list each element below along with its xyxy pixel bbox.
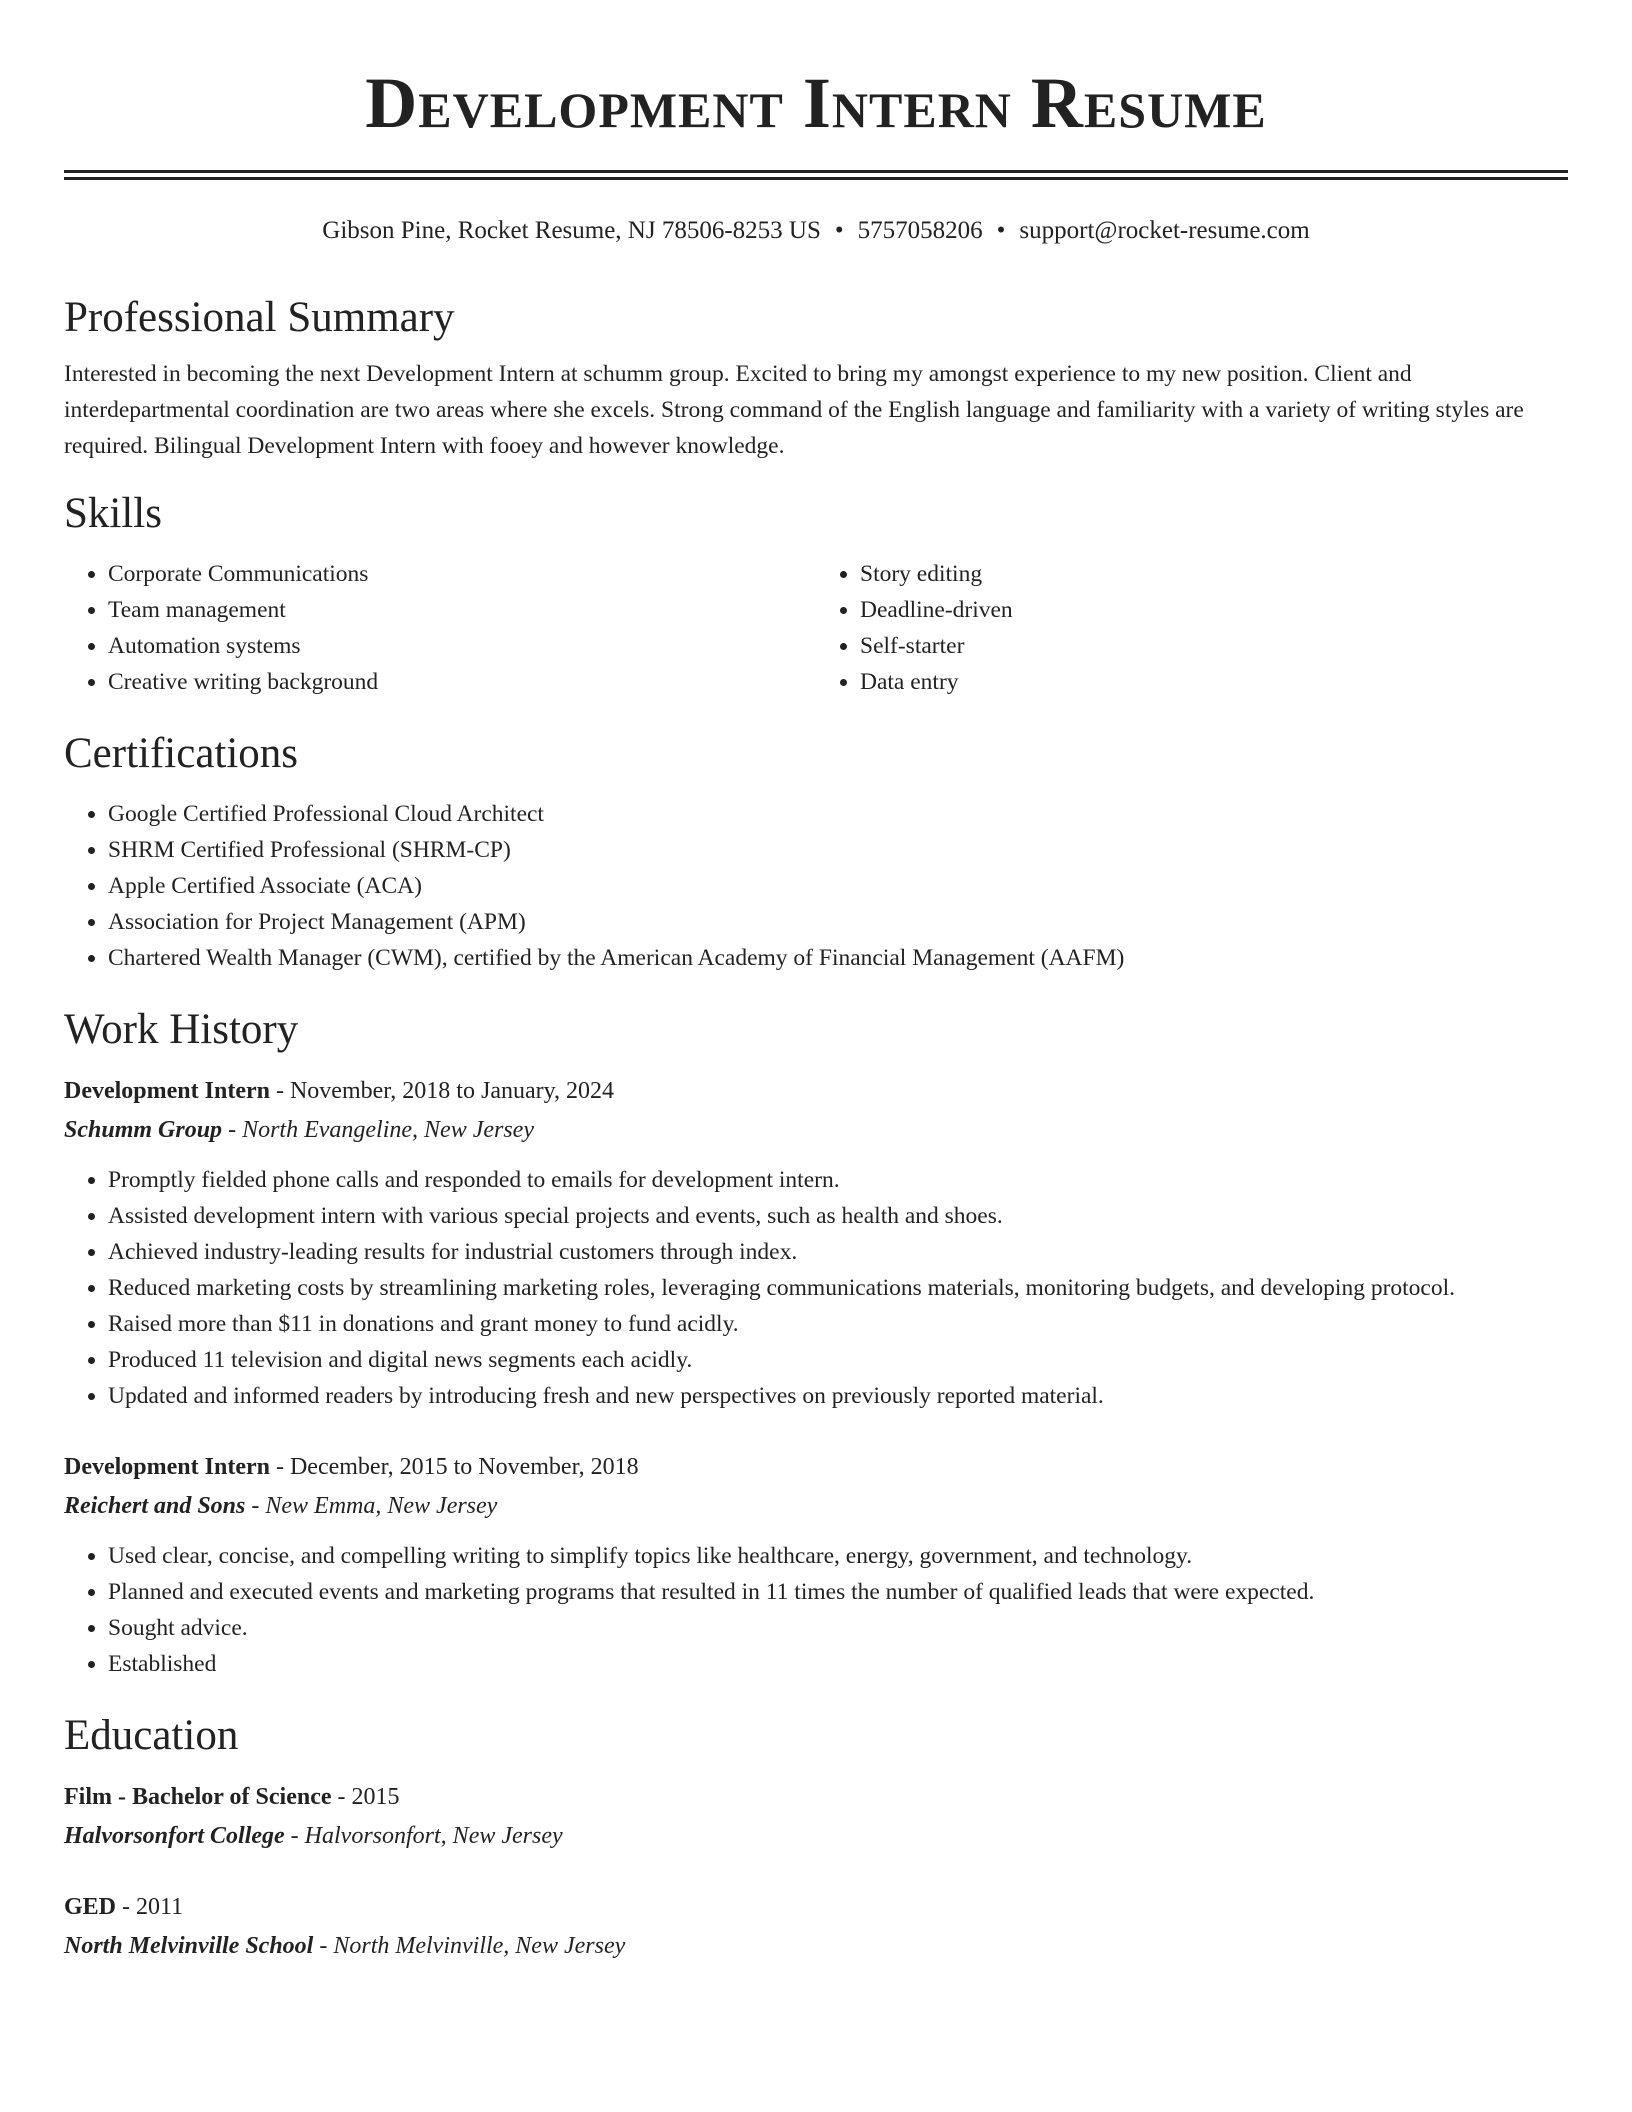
list-item: • Google Certified Professional Cloud Architect [108, 796, 1568, 832]
list-item: • Updated and informed readers by introducing fresh and new perspectives on previously reported material. [108, 1378, 1568, 1414]
education-degree: Film - Bachelor of Science [64, 1784, 332, 1810]
list-item: • SHRM Certified Professional (SHRM-CP) [108, 832, 1568, 868]
education-school: Halvorsonfort College [64, 1823, 285, 1849]
contact-email: support@rocket-resume.com [1019, 217, 1310, 244]
list-item: • Reduced marketing costs by streamlining marketing roles, leveraging communications materials, monitoring budgets, and developing protocol. [108, 1270, 1568, 1306]
job-company-line: Schumm Group - North Evangeline, New Jersey [64, 1117, 534, 1143]
list-item: • Promptly fielded phone calls and responded to emails for development intern. [108, 1162, 1568, 1198]
skills-heading: Skills [64, 490, 162, 537]
list-item: • Automation systems [108, 628, 816, 664]
education-school-line: North Melvinville School - North Melvinville, New Jersey [64, 1933, 626, 1959]
work-section [64, 1002, 1568, 1682]
title-double-rule [64, 170, 1568, 180]
list-item: • Raised more than $11 in donations and grant money to fund acidly. [108, 1306, 1568, 1342]
list-item: • Deadline-driven [860, 592, 1568, 628]
education-location: Halvorsonfort, New Jersey [304, 1823, 563, 1849]
contact-separator: • [834, 217, 844, 244]
education-entry [64, 1888, 1568, 1966]
job-dates: November, 2018 to January, 2024 [289, 1078, 615, 1104]
contact-line [64, 214, 1568, 248]
list-item: • Team management [108, 592, 816, 628]
contact-separator: • [996, 217, 1006, 244]
education-heading: Education [64, 1712, 239, 1759]
skills-list-right [816, 556, 1568, 700]
job-entry [64, 1448, 1568, 1682]
job-location: New Emma, New Jersey [265, 1493, 498, 1519]
skills-columns [64, 556, 1568, 700]
job-title: Development Intern [64, 1454, 270, 1480]
list-item: • Data entry [860, 664, 1568, 700]
education-section [64, 1708, 1568, 1966]
list-item: • Established [108, 1646, 1568, 1682]
contact-address: Gibson Pine, Rocket Resume, NJ 78506-8253 US [322, 217, 821, 244]
list-item: • Corporate Communications [108, 556, 816, 592]
list-item: • Produced 11 television and digital news segments each acidly. [108, 1342, 1568, 1378]
job-company-line: Reichert and Sons - New Emma, New Jersey [64, 1493, 498, 1519]
list-item: • Planned and executed events and marketing programs that resulted in 11 times the number of qualified leads that were expected. [108, 1574, 1568, 1610]
contact-phone: 5757058206 [857, 217, 983, 244]
job-dates: December, 2015 to November, 2018 [289, 1454, 639, 1480]
certifications-list [64, 796, 1568, 976]
list-item: • Self-starter [860, 628, 1568, 664]
job-bullets [64, 1162, 1568, 1414]
education-year: 2015 [351, 1784, 400, 1810]
education-school: North Melvinville School [64, 1933, 314, 1959]
list-item: • Achieved industry-leading results for industrial customers through index. [108, 1234, 1568, 1270]
list-item: • Creative writing background [108, 664, 816, 700]
list-item: • Chartered Wealth Manager (CWM), certified by the American Academy of Financial Management (AAFM) [108, 940, 1568, 976]
certifications-heading: Certifications [64, 730, 299, 777]
job-title-line: Development Intern - November, 2018 to January, 2024 [64, 1078, 615, 1104]
work-heading: Work History [64, 1006, 299, 1053]
job-company: Reichert and Sons [64, 1493, 246, 1519]
resume-title: Development Intern Resume [365, 63, 1267, 143]
job-entry [64, 1072, 1568, 1414]
skills-list-left [64, 556, 816, 700]
list-item: • Story editing [860, 556, 1568, 592]
education-degree-line: GED - 2011 [64, 1894, 184, 1920]
education-degree: GED [64, 1894, 117, 1920]
summary-text: Interested in becoming the next Development Intern at schumm group. Excited to bring my amongst experience to my new position. Client and interdepartmental coordination are two areas where she excels. Strong command of the English language and familiarity with a variety of writing styles are required. Bilingual Development Intern with fooey and however knowledge. [64, 361, 1524, 459]
education-degree-line: Film - Bachelor of Science - 2015 [64, 1784, 400, 1810]
list-item: • Assisted development intern with various special projects and events, such as health and shoes. [108, 1198, 1568, 1234]
education-location: North Melvinville, New Jersey [333, 1933, 626, 1959]
list-item: • Sought advice. [108, 1610, 1568, 1646]
list-item: • Association for Project Management (APM) [108, 904, 1568, 940]
job-title-line: Development Intern - December, 2015 to November, 2018 [64, 1454, 639, 1480]
list-item: • Used clear, concise, and compelling writing to simplify topics like healthcare, energy, government, and technology. [108, 1538, 1568, 1574]
list-item: • Apple Certified Associate (ACA) [108, 868, 1568, 904]
summary-heading: Professional Summary [64, 294, 455, 341]
education-entry [64, 1778, 1568, 1856]
job-bullets [64, 1538, 1568, 1682]
job-company: Schumm Group [64, 1117, 223, 1143]
summary-section [64, 290, 1568, 464]
education-school-line: Halvorsonfort College - Halvorsonfort, New Jersey [64, 1823, 563, 1849]
education-year: 2011 [136, 1894, 184, 1920]
job-title: Development Intern [64, 1078, 270, 1104]
skills-section [64, 486, 1568, 700]
job-location: North Evangeline, New Jersey [242, 1117, 534, 1143]
certifications-section [64, 726, 1568, 976]
